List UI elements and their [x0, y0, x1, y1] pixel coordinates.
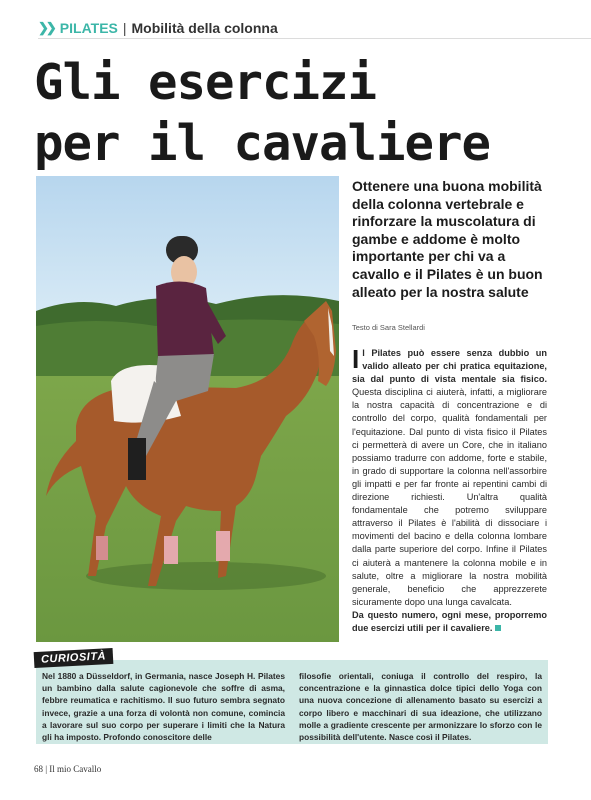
curiosity-tag: CURIOSITÀ: [34, 648, 114, 668]
section-header: [38, 20, 278, 36]
page-folio: 68 | Il mio Cavallo: [34, 764, 102, 774]
title-line-2: per il cavaliere: [34, 115, 491, 172]
rider-horse-photo: [36, 176, 339, 642]
body-outro: Da questo numero, ogni mese, proporremo due esercizi utili per il cavaliere.: [352, 609, 547, 633]
curiosity-box: [36, 660, 548, 744]
article-body: [352, 344, 547, 635]
author-credit: Testo di Sara Stellardi: [352, 323, 425, 332]
curiosity-column-2: filosofie orientali, coniuga il controllo del respiro, la concentrazione e la ginnastica dolce tipici dello Yoga con una nuova concezione di allenamento basato su esercizi a corpo libero e macchinari di sua ideazione, che utilizzano molle a gradiente crescente per armonizzare lo sforzo con le possibilità dell'utente. Nasce così il Pilates.: [299, 671, 542, 743]
article-lead: Ottenere una buona mobilità della colonna vertebrale e rinforzare la muscolatura di gambe e addome è molto importante per chi va a cavallo e il Pilates è un buon alleato per la nostra salute: [352, 178, 543, 300]
end-mark-icon: [495, 625, 501, 631]
header-rule: [38, 38, 591, 39]
article-title: [34, 52, 490, 174]
section-label: PILATES: [59, 20, 118, 36]
body-intro: l Pilates può essere senza dubbio un valido alleato per chi pratica equitazione, sia dal punto di vista mentale sia fisico.: [352, 348, 547, 385]
curiosity-column-1: Nel 1880 a Düsseldorf, in Germania, nasce Joseph H. Pilates un bambino dalla salute cagionevole che soffre di asma, febbre reumatica e rachitismo. Il suo futuro sembra segnato invece, grazie a una forza di volontà non comune, comincia a lavorare sul suo corpo per superare i limiti che la Natura gli ha imposto. Profondo conoscitore delle: [42, 671, 285, 743]
header-separator: |: [122, 20, 127, 36]
drop-cap: I: [352, 344, 360, 374]
body-text: Questa disciplina ci aiuterà, infatti, a migliorare la nostra capacità di concentrazione e di controllo del corpo, qualità fondamentali per l'equitazione. Dal punto di vista fisico il Pilates ci permetterà di avere un Core, che in italiano possiamo tradurre con addome, forte e stabile, in grado di supportare la colonna nell'assorbire gli impatti e per far fronte ai repentini cambi di direzione richiesti. Un'altra qualità fondamentale che potremo sviluppare attraverso il Pilates è l'abilità di dissociare i movimenti del bacino e della colonna lombare dalla parte superiore del corpo. Infine il Pilates ci aiuterà a mantenere la colonna mobile e in salute, oltre a migliorare la nostra mobilità generale, beneficio che apprezzerete sicuramente dopo una lunga cavalcata.: [352, 387, 547, 607]
title-line-1: Gli esercizi: [34, 54, 377, 111]
subsection-label: Mobilità della colonna: [131, 20, 278, 36]
chevron-right-icon: ❯❯: [38, 20, 54, 35]
